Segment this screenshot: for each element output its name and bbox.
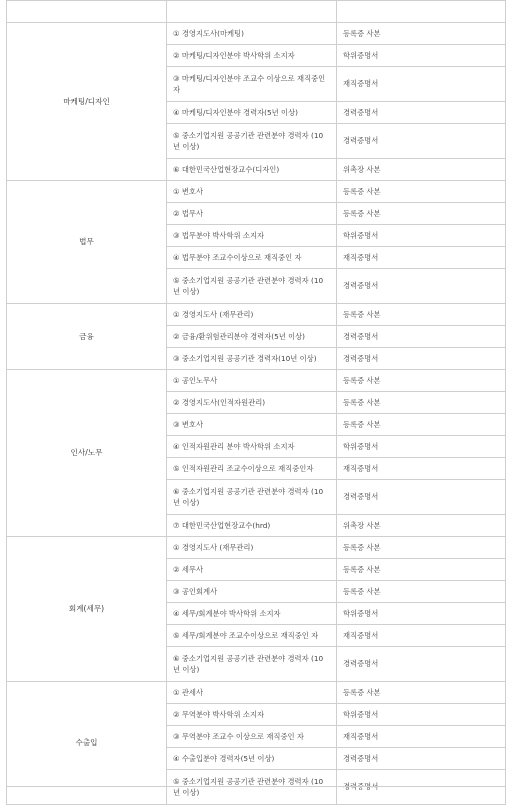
qualification-cell: ⑥ 중소기업지원 공공기관 관련분야 경력자 (10년 이상) bbox=[167, 480, 337, 515]
qualification-cell: ② 경영지도사(인적자원관리) bbox=[167, 392, 337, 414]
document-cell: 경력증명서 bbox=[337, 748, 506, 770]
document-cell: 위촉장 사본 bbox=[337, 515, 506, 537]
qualification-cell: ③ 마케팅/디자인분야 조교수 이상으로 재직중인 자 bbox=[167, 67, 337, 102]
qualification-cell: ③ 중소기업지원 공공기관 경력자(10년 이상) bbox=[167, 348, 337, 370]
qualification-cell: ② 세무사 bbox=[167, 559, 337, 581]
qualification-cell: ③ 무역분야 조교수 이상으로 재직중인 자 bbox=[167, 726, 337, 748]
document-cell: 경력증명서 bbox=[337, 348, 506, 370]
table-bottom-border bbox=[6, 786, 505, 787]
qualification-cell: ② 법무사 bbox=[167, 203, 337, 225]
category-cell: 법무 bbox=[7, 181, 167, 304]
category-cell-continuation bbox=[7, 1, 167, 23]
qualification-cell: ① 경영지도사 (재무관리) bbox=[167, 304, 337, 326]
document-cell: 경력증명서 bbox=[337, 269, 506, 304]
qualification-cell: ② 금융/환위험관리분야 경력자(5년 이상) bbox=[167, 326, 337, 348]
qualification-cell: ④ 세무/회계분야 박사학위 소지자 bbox=[167, 603, 337, 625]
document-cell: 경력증명서 bbox=[337, 326, 506, 348]
qualification-cell: ③ 변호사 bbox=[167, 414, 337, 436]
document-cell: 등록증 사본 bbox=[337, 370, 506, 392]
document-cell: 경력증명서 bbox=[337, 647, 506, 682]
document-cell: 학위증명서 bbox=[337, 704, 506, 726]
category-cell: 마케팅/디자인 bbox=[7, 23, 167, 181]
qualification-cell: ① 공인노무사 bbox=[167, 370, 337, 392]
qualification-cell: ① 경영지도사(마케팅) bbox=[167, 23, 337, 45]
document-cell: 등록증 사본 bbox=[337, 203, 506, 225]
document-cell: 재직증명서 bbox=[337, 67, 506, 102]
qualification-cell: ⑥ 중소기업지원 공공기관 관련분야 경력자 (10년 이상) bbox=[167, 647, 337, 682]
qualification-table-body bbox=[7, 1, 506, 805]
document-cell: 경력증명서 bbox=[337, 124, 506, 159]
qualification-cell: ④ 법무분야 조교수이상으로 재직중인 자 bbox=[167, 247, 337, 269]
table-row bbox=[7, 181, 506, 203]
qualification-cell: ⑤ 세무/회계분야 조교수이상으로 재직중인 자 bbox=[167, 625, 337, 647]
document-cell: 재직증명서 bbox=[337, 247, 506, 269]
qualification-cell: ⑦ 대한민국산업현장교수(hrd) bbox=[167, 515, 337, 537]
document-cell: 등록증 사본 bbox=[337, 682, 506, 704]
category-cell: 회계(세무) bbox=[7, 537, 167, 682]
document-cell: 경력증명서 bbox=[337, 480, 506, 515]
qualification-cell-continuation bbox=[167, 1, 337, 23]
document-cell: 등록증 사본 bbox=[337, 559, 506, 581]
document-cell: 등록증 사본 bbox=[337, 304, 506, 326]
table-row bbox=[7, 23, 506, 45]
qualification-cell: ② 무역분야 박사학위 소지자 bbox=[167, 704, 337, 726]
qualification-cell: ③ 법무분야 박사학위 소지자 bbox=[167, 225, 337, 247]
table-row-continuation bbox=[7, 1, 506, 23]
table-row bbox=[7, 370, 506, 392]
document-cell: 경력증명서 bbox=[337, 770, 506, 805]
qualification-cell: ④ 마케팅/디자인분야 경력자(5년 이상) bbox=[167, 102, 337, 124]
document-cell: 등록증 사본 bbox=[337, 414, 506, 436]
table-row bbox=[7, 682, 506, 704]
category-cell: 인사/노무 bbox=[7, 370, 167, 537]
category-cell: 수출입 bbox=[7, 682, 167, 805]
document-cell: 등록증 사본 bbox=[337, 581, 506, 603]
qualification-cell: ⑤ 인적자원관리 조교수이상으로 재직중인자 bbox=[167, 458, 337, 480]
table-row bbox=[7, 304, 506, 326]
qualification-cell: ④ 수출입분야 경력자(5년 이상) bbox=[167, 748, 337, 770]
document-cell: 학위증명서 bbox=[337, 45, 506, 67]
document-cell: 재직증명서 bbox=[337, 458, 506, 480]
document-cell: 경력증명서 bbox=[337, 102, 506, 124]
document-cell: 재직증명서 bbox=[337, 726, 506, 748]
qualification-cell: ⑥ 대한민국산업현장교수(디자인) bbox=[167, 159, 337, 181]
qualification-cell: ⑤ 중소기업지원 공공기관 관련분야 경력자 (10년 이상) bbox=[167, 124, 337, 159]
qualification-cell: ⑤ 중소기업지원 공공기관 관련분야 경력자 (10년 이상) bbox=[167, 770, 337, 805]
document-cell-continuation bbox=[337, 1, 506, 23]
document-cell: 학위증명서 bbox=[337, 225, 506, 247]
qualification-cell: ③ 공인회계사 bbox=[167, 581, 337, 603]
table-row bbox=[7, 537, 506, 559]
document-cell: 재직증명서 bbox=[337, 625, 506, 647]
qualification-table bbox=[6, 0, 506, 805]
qualification-cell: ② 마케팅/디자인분야 박사학위 소지자 bbox=[167, 45, 337, 67]
qualification-cell: ⑤ 중소기업지원 공공기관 관련분야 경력자 (10년 이상) bbox=[167, 269, 337, 304]
document-cell: 학위증명서 bbox=[337, 603, 506, 625]
qualification-cell: ④ 인적자원관리 분야 박사학위 소지자 bbox=[167, 436, 337, 458]
category-cell: 금융 bbox=[7, 304, 167, 370]
document-cell: 등록증 사본 bbox=[337, 537, 506, 559]
qualification-cell: ① 경영지도사 (재무관리) bbox=[167, 537, 337, 559]
document-cell: 등록증 사본 bbox=[337, 181, 506, 203]
qualification-cell: ① 변호사 bbox=[167, 181, 337, 203]
qualification-cell: ① 관세사 bbox=[167, 682, 337, 704]
document-cell: 등록증 사본 bbox=[337, 23, 506, 45]
document-cell: 등록증 사본 bbox=[337, 392, 506, 414]
document-cell: 위촉장 사본 bbox=[337, 159, 506, 181]
document-cell: 학위증명서 bbox=[337, 436, 506, 458]
